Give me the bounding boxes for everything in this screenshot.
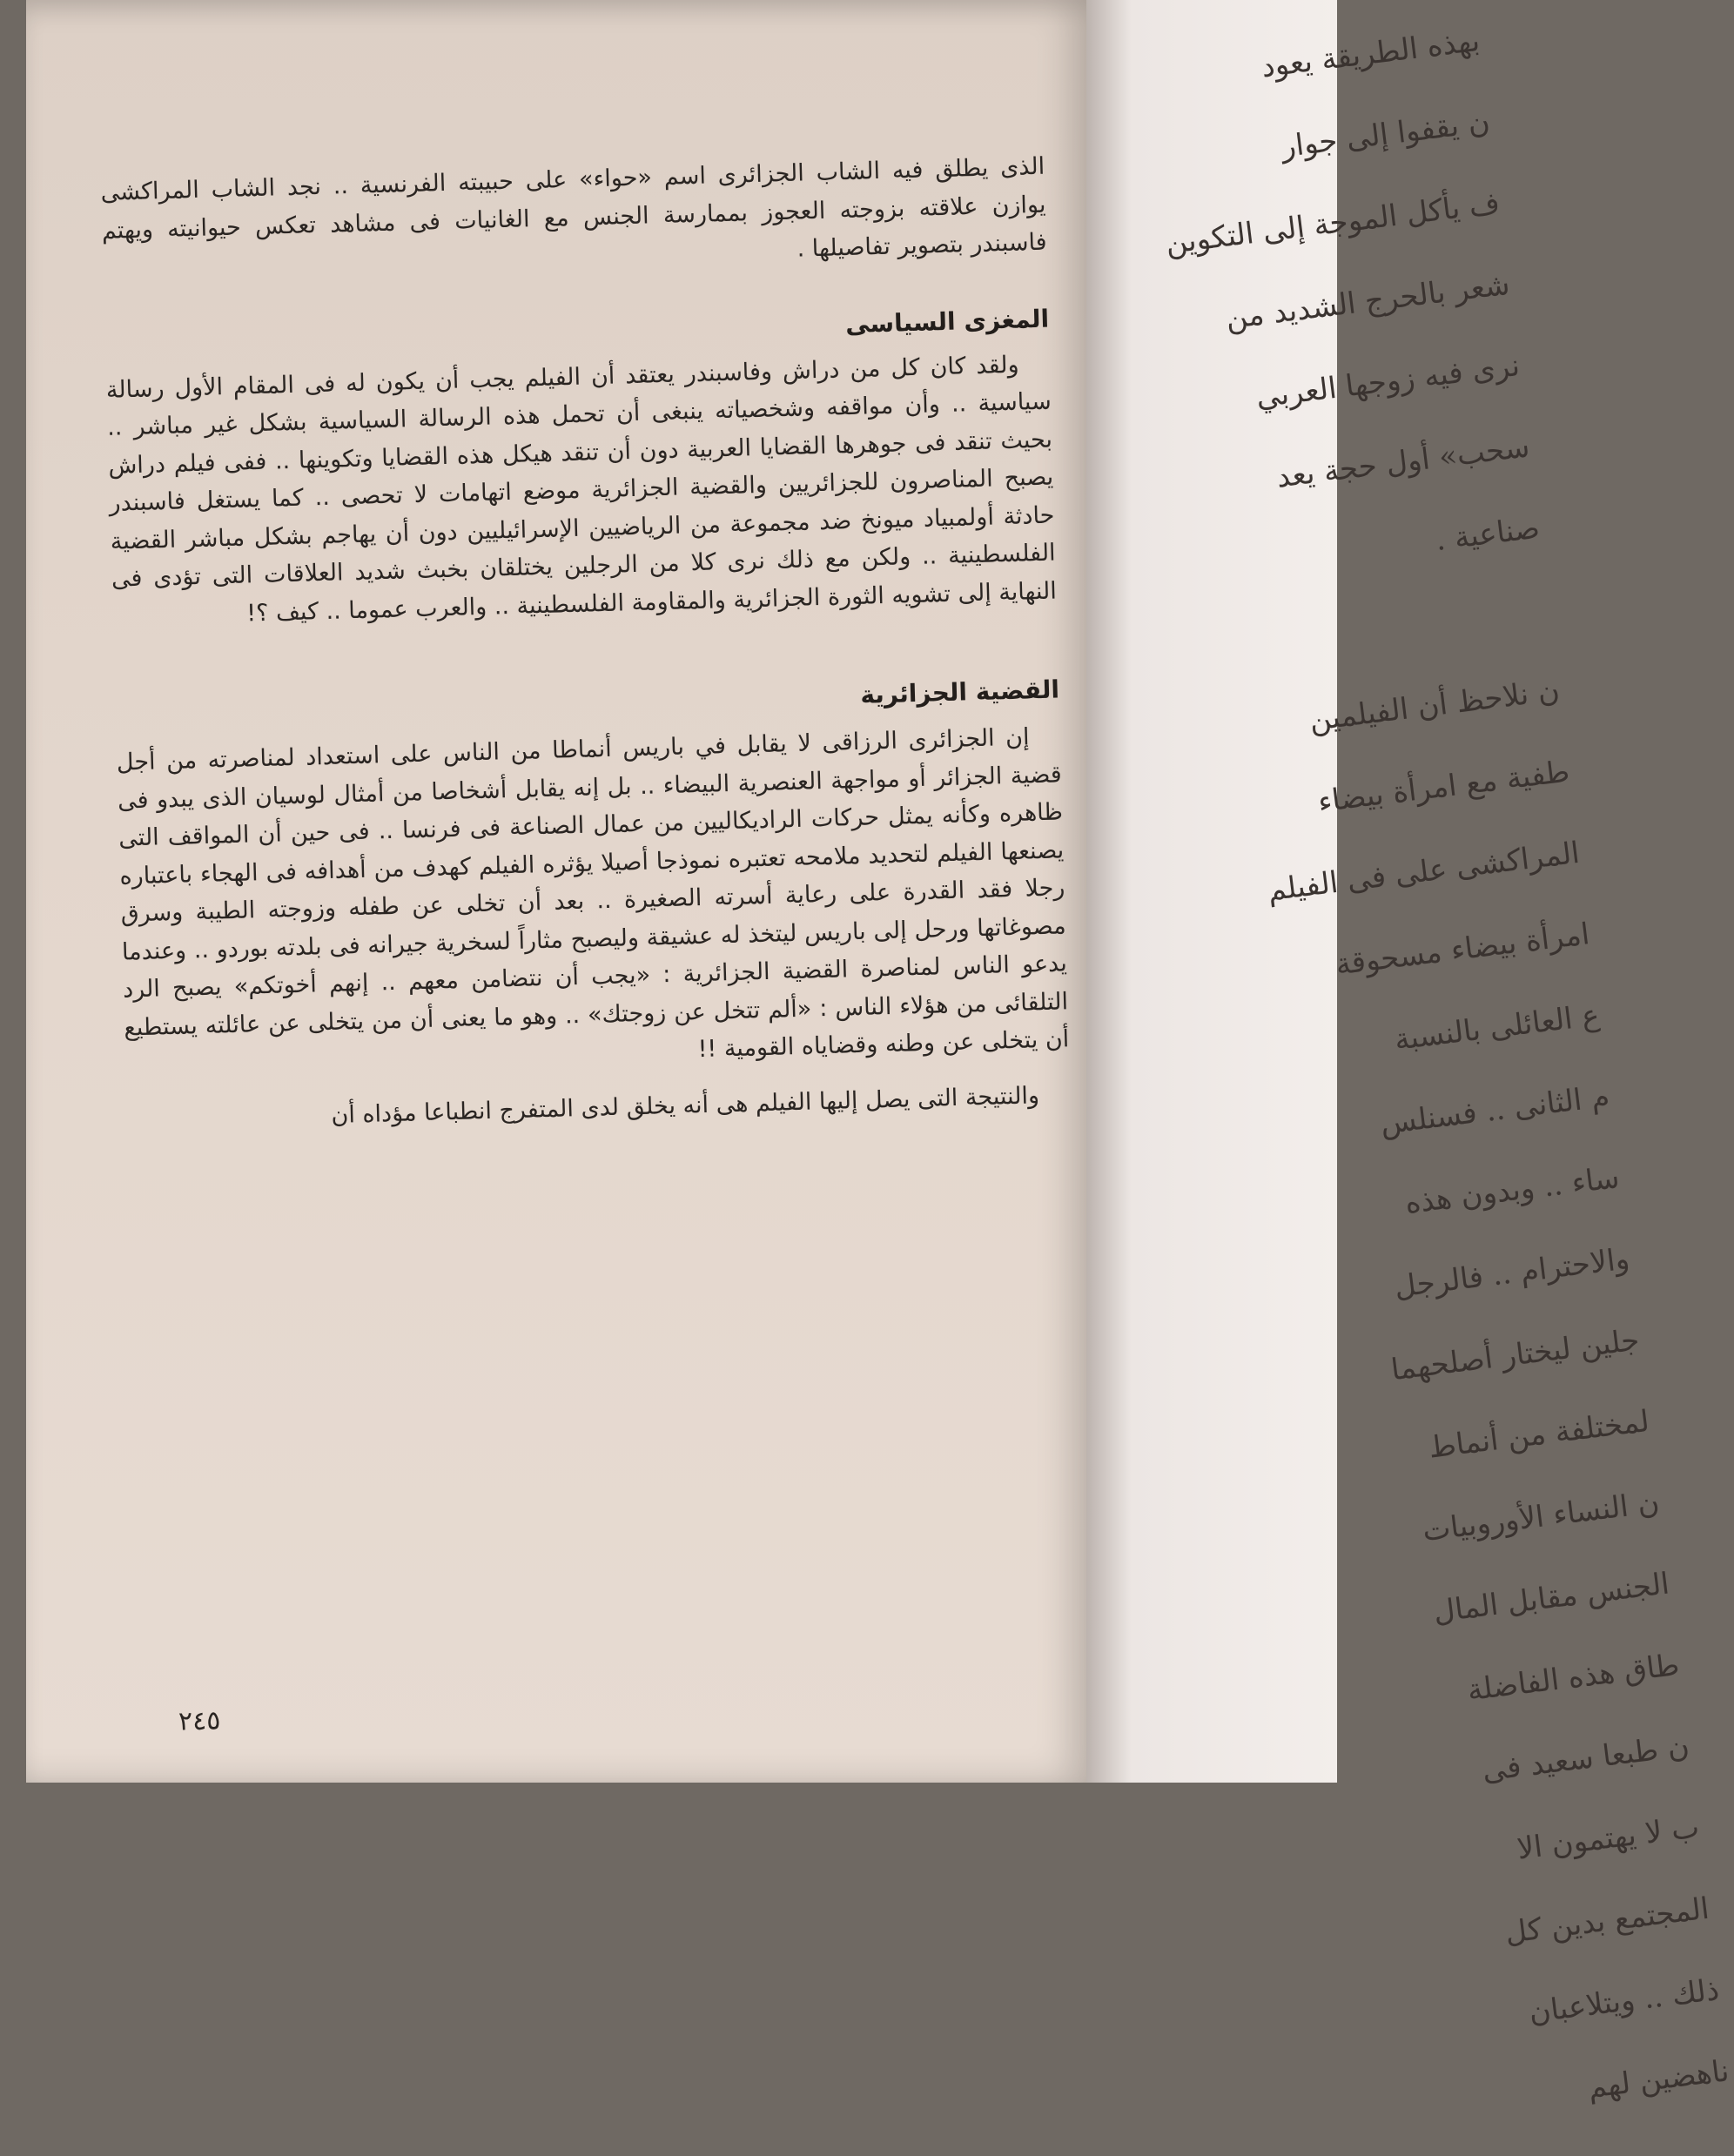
right-page-line: المراكشى على فى الفيلم xyxy=(1265,835,1582,909)
book-page-right xyxy=(1086,0,1731,2106)
right-page-line: امرأة بيضاء مسحوقة xyxy=(1334,917,1592,983)
right-page-line: ساء .. وبدون هذه xyxy=(1402,1159,1622,1221)
right-page-line: جلين ليختار أصلحهما xyxy=(1388,1322,1642,1388)
right-page-line: نرى فيه زوجها العربي xyxy=(1253,347,1522,415)
paragraph-result: والنتيجة التى يصل إليها الفيلم هى أنه يخلق لدى المتفرج انطباعا مؤداه أن xyxy=(331,1081,1040,1129)
right-page-line: شعر بالحرج الشديد من xyxy=(1223,266,1512,337)
right-page-line: ب لا يهتمون الا xyxy=(1515,1810,1702,1867)
right-page-line: ذلك .. ويتلاعبان xyxy=(1527,1971,1722,2031)
page-number: ٢٤٥ xyxy=(178,1705,221,1737)
right-page-line: صناعية . xyxy=(1434,510,1542,558)
right-page-line: ف يأكل الموجة إلى التكوين xyxy=(1163,185,1502,262)
right-page-line: طفية مع امرأة بيضاء xyxy=(1315,754,1572,820)
right-page-line: الجنس مقابل المال xyxy=(1431,1566,1671,1630)
right-page-line: ن نلاحظ أن الفيلمين xyxy=(1307,673,1562,739)
right-page-line: المجتمع بدين كل xyxy=(1502,1891,1711,1951)
right-page-line: والاحترام .. فالرجل xyxy=(1392,1241,1632,1306)
paragraph-intro: الذى يطلق فيه الشاب الجزائرى اسم «حواء» على حبيبته الفرنسية .. نجد الشاب المراكشى يوازن علاقته بزوجته العجوز بممارسة الجنس مع الغانيات فى مشاهد تعكس حيوانيته ويهتم فاسبندر بتصوير تفاصيلها . xyxy=(100,152,1048,263)
right-page-line: طاق هذه الفاضلة xyxy=(1465,1647,1682,1709)
right-page-line: م الثانى .. فسنلس xyxy=(1378,1078,1612,1142)
right-page-line: ناهضين لهم xyxy=(1586,2053,1731,2106)
right-page-line: سحب» أول حجة يعد xyxy=(1274,429,1532,495)
heading-political-significance: المغزى السياسى xyxy=(844,304,1050,339)
main-text-block xyxy=(100,148,1072,1140)
right-page-line: ع العائلى بالنسبة xyxy=(1392,997,1602,1058)
right-page-line: لمختلفة من أنماط xyxy=(1426,1403,1651,1466)
paragraph-political: ولقد كان كل من دراش وفاسبندر يعتقد أن الفيلم يجب أن يكون له فى المقام الأول رسالة سياسية .. وأن مواقفه وشخصياته ينبغى أن تحمل هذه الرسالة السياسية بشكل غير مباشر .. بحيث تنقد فى جوهرها القضايا العربية دون أن تنقد هيكل هذه القضايا وتكوينها .. ففى فيلم دراش يصبح المناصرون للجزائريين والقضية الجزائرية موضع اتهامات لا تحصى .. كما يستغل فاسبندر حادثة أولمبياد ميونخ ضد مجموعة من الرياضيين الإسرائيليين دون أن يهاجم بشكل مباشر القضية الفلسطينية .. ولكن مع ذلك نرى كلا من الرجلين يختلقان بخبث شديد العلاقات التى تؤدى فى النهاية إلى تشويه الثورة الجزائرية والمقاومة الفلسطينية .. والعرب عموما .. كيف ؟! xyxy=(105,351,1058,627)
right-page-line: ن يقفوا إلى جوار xyxy=(1279,104,1492,165)
right-page-text xyxy=(1112,0,1734,2156)
right-page-line: بهذه الطريقة يعود xyxy=(1259,23,1482,85)
right-page-line: ن النساء الأوروبيات xyxy=(1421,1485,1662,1549)
right-page-line: ن طبعا سعيد فى xyxy=(1480,1729,1691,1789)
heading-algerian-cause: القضية الجزائرية xyxy=(859,675,1060,709)
paragraph-algerian: إن الجزائرى الرزاقى لا يقابل في باريس أنماطا من الناس على استعداد لمناصرته من أجل قضية الجزائر أو مواجهة العنصرية البيضاء .. بل إنه يقابل أشخاصا من أمثال لوسيان الذى يبدو فى ظاهره وكأنه يمثل حركات الراديكاليين من عمال الصناعة فى فرنسا .. فى حين أن المواقف التى يصنعها الفيلم لتحديد ملامحه تعتبره نموذجا أصيلا يؤثره الفيلم كهدف من أهدافه فى الهجاء باعتباره رجلا فقد القدرة على رعاية أسرته الصغيرة .. بعد أن تخلى عن طفله وزوجته الطيبة وسرق مصوغاتها ورحل إلى باريس ليتخذ له عشيقة وليصبح مثاراً لسخرية جيرانه فى بلدته بوردو .. وعندما يدعو الناس لمناصرة القضية الجزائرية : «يجب أن نتضامن معهم .. إنهم أخوتكم» يصبح الرد التلقائى من هؤلاء الناس : «ألم تتخل عن زوجتك» .. وهو ما يعنى أن من يتخلى عن عائلته يستطيع أن يتخلى عن وطنه وقضاياه القومية !! xyxy=(116,723,1070,1064)
